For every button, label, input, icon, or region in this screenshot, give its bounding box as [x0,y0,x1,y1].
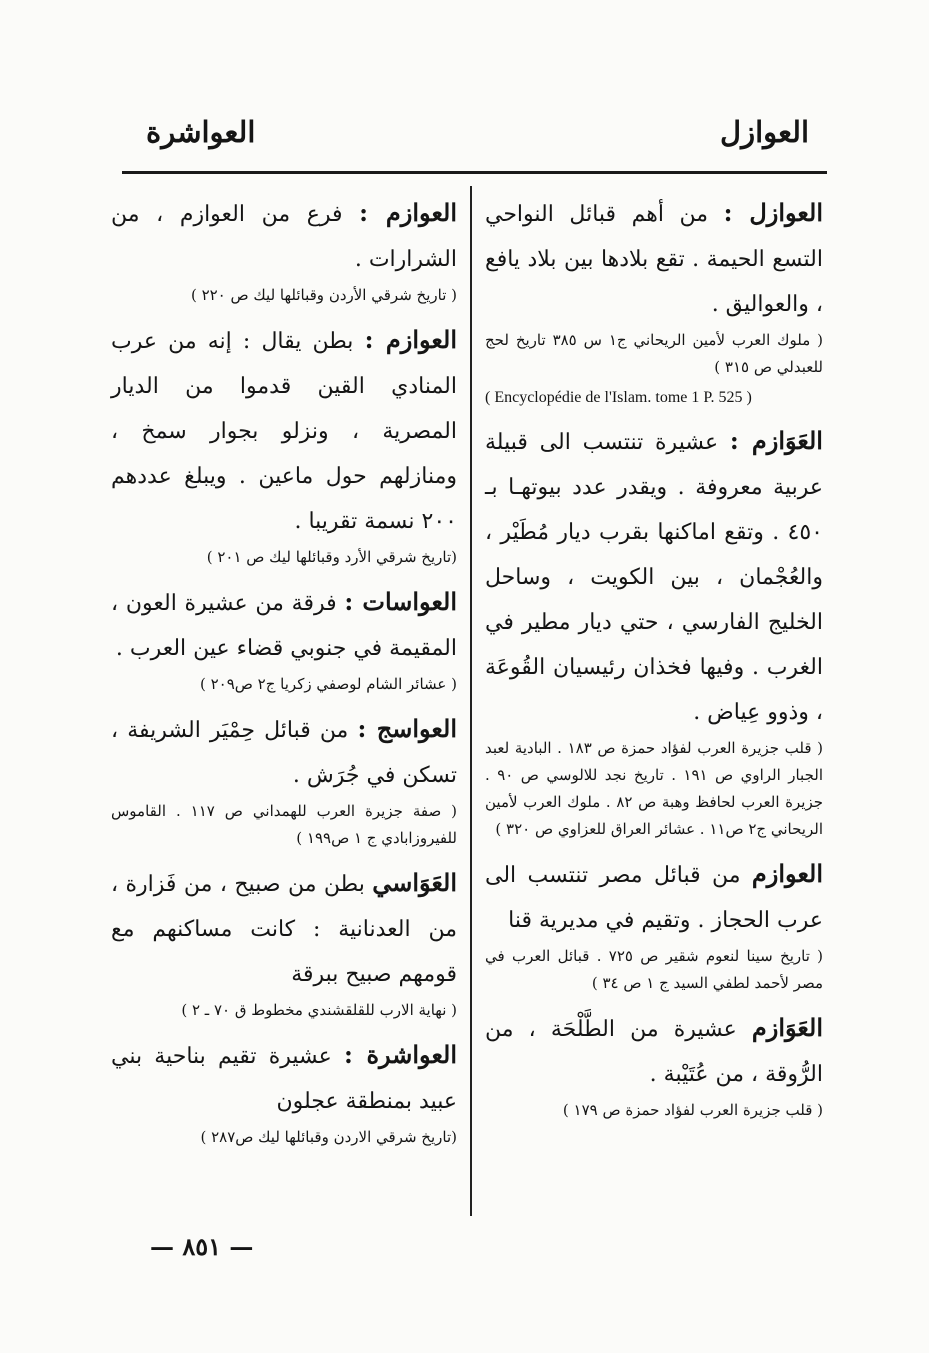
entry-reference: ( ملوك العرب لأمين الريحاني ج١ س ٣٨٥ تاريخ لحج للعبدلي ص ٣١٥ ) [485,331,823,376]
entry-text: من أهم قبائل النواحي التسع الحيمة . تقع بلادها بين بلاد يافع ، والعواليق . [485,202,823,317]
entry-reference: ( تاريخ سينا لنعوم شقير ص ٧٢٥ . قبائل العرب في مصر لأحمد لطفي السيد ج ١ ص ٣٤ ) [485,947,824,992]
entry-headword: العوازم : [364,325,457,354]
right-column [485,190,823,1132]
entry-body [485,1005,823,1097]
entry-headword: العَوَاسي [372,868,458,897]
dictionary-entry [111,860,457,1024]
dictionary-entry [111,1032,457,1151]
entry-body [111,579,457,671]
left-column [111,190,457,1159]
entry-text: بطن يقال : إنه من عرب المنادي القين قدموا من الديار المصرية ، ونزلو بجوار سمخ ، ومنازلهم حول ماعين . ويبلغ عددهم ٢٠٠ نسمة تقريبا . [111,329,457,534]
entry-headword: العوازل : [723,198,823,227]
dictionary-entry [485,418,823,843]
entry-text: عشيرة تنتسب الى قبيلة عربية معروفة . ويقدر عدد بيوتهـا بـ ٤٥٠ . وتقع اماكنها بقرب ديار مُطَيْر ، والعُجْمان ، بين الكويت ، وساحل الخليج الفارسي ، حتي ديار مطير في الغرب . وفيها فخذان رئيسيان القُوعَة ، وذوو عِياض . [485,430,823,725]
dictionary-entry [111,190,457,309]
entry-headword: العَوَازم [751,1013,823,1042]
entry-reference-latin: ( Encyclopédie de l'Islam. tome 1 P. 525 ) [485,389,752,406]
entry-body [485,190,823,327]
entry-text: من قبائل حِمْيَر الشريفة ، تسكن في جُرَش . [111,718,457,788]
column-divider [470,186,472,1216]
dictionary-entry [111,317,457,571]
entry-body [111,190,457,282]
entry-text: من قبائل مصر تنتسب الى عرب الحجاز . وتقيم في مديرية قنا [485,863,823,933]
entry-reference: ( قلب جزيرة العرب لفؤاد حمزة ص ١٨٣ . البادية لعبد الجبار الراوي ص ١٩١ . تاريخ نجد للالوسي ص ٩٠ . جزيرة العرب لحافظ وهبة ص ٨٢ . ملوك العرب لأمين الريحاني ج٢ ص١١ . عشائر العراق للعزاوي ص ٣٢٠ ) [485,739,824,838]
entry-reference: ( عشائر الشام لوصفي زكريا ج٢ ص٢٠٩ ) [199,675,457,693]
entry-headword: العواسج : [357,714,457,743]
entry-reference: (تاريخ شرقي الأرد وقبائلها ليك ص ٢٠١ ) [206,548,457,566]
entry-reference: ( نهاية الارب للقلقشندي مخطوط ق ٧٠ ـ ٢ ) [181,1001,457,1019]
header-rule [122,171,827,174]
entry-reference: ( قلب جزيرة العرب لفؤاد حمزة ص ١٧٩ ) [562,1101,823,1119]
dictionary-entry [485,1005,823,1124]
entry-headword: العَوَازم : [729,426,823,455]
entry-headword: العواشرة : [344,1040,458,1069]
entry-reference: ( صفة جزيرة العرب للهمداني ص ١١٧ . القاموس للفيروزابادي ج ١ ص١٩٩ ) [111,802,457,847]
entry-headword: العواسات : [344,587,458,616]
dictionary-entry [111,579,457,698]
entry-body [111,860,457,997]
dictionary-entry [485,851,823,997]
page-number: — ٨٥١ — [150,1232,254,1261]
entry-text: فرع من العوازم ، من الشرارات . [111,202,457,272]
running-header-right: العوازل [720,115,809,149]
entry-headword: العوازم : [359,198,458,227]
running-header-left: العواشرة [146,115,256,149]
entry-body [111,706,457,798]
entry-headword: العوازم [751,859,823,888]
entry-text: فرقة من عشيرة العون ، المقيمة في جنوبي قضاء عين العرب . [111,591,457,661]
entry-body [111,1032,457,1124]
dictionary-entry [111,706,457,852]
entry-text: عشيرة تقيم بناحية بني عبيد بمنطقة عجلون [111,1044,457,1114]
entry-body [111,317,457,544]
entry-reference: ( تاريخ شرقي الأردن وقبائلها ليك ص ٢٢٠ ) [190,286,457,304]
entry-body [485,851,823,943]
entry-body [485,418,823,735]
dictionary-entry [485,190,823,410]
entry-reference: (تاريخ شرقي الاردن وقبائلها ليك ص٢٨٧ ) [200,1128,457,1146]
entry-text: عشيرة من الطَّلْحَة ، من الرُّوقة ، من عُتَيْبة . [485,1017,823,1087]
entry-text: بطن من صبيح ، من فَزارة ، من العدنانية : كانت مساكنهم مع قومهم صبيح ببرقة [111,872,457,987]
